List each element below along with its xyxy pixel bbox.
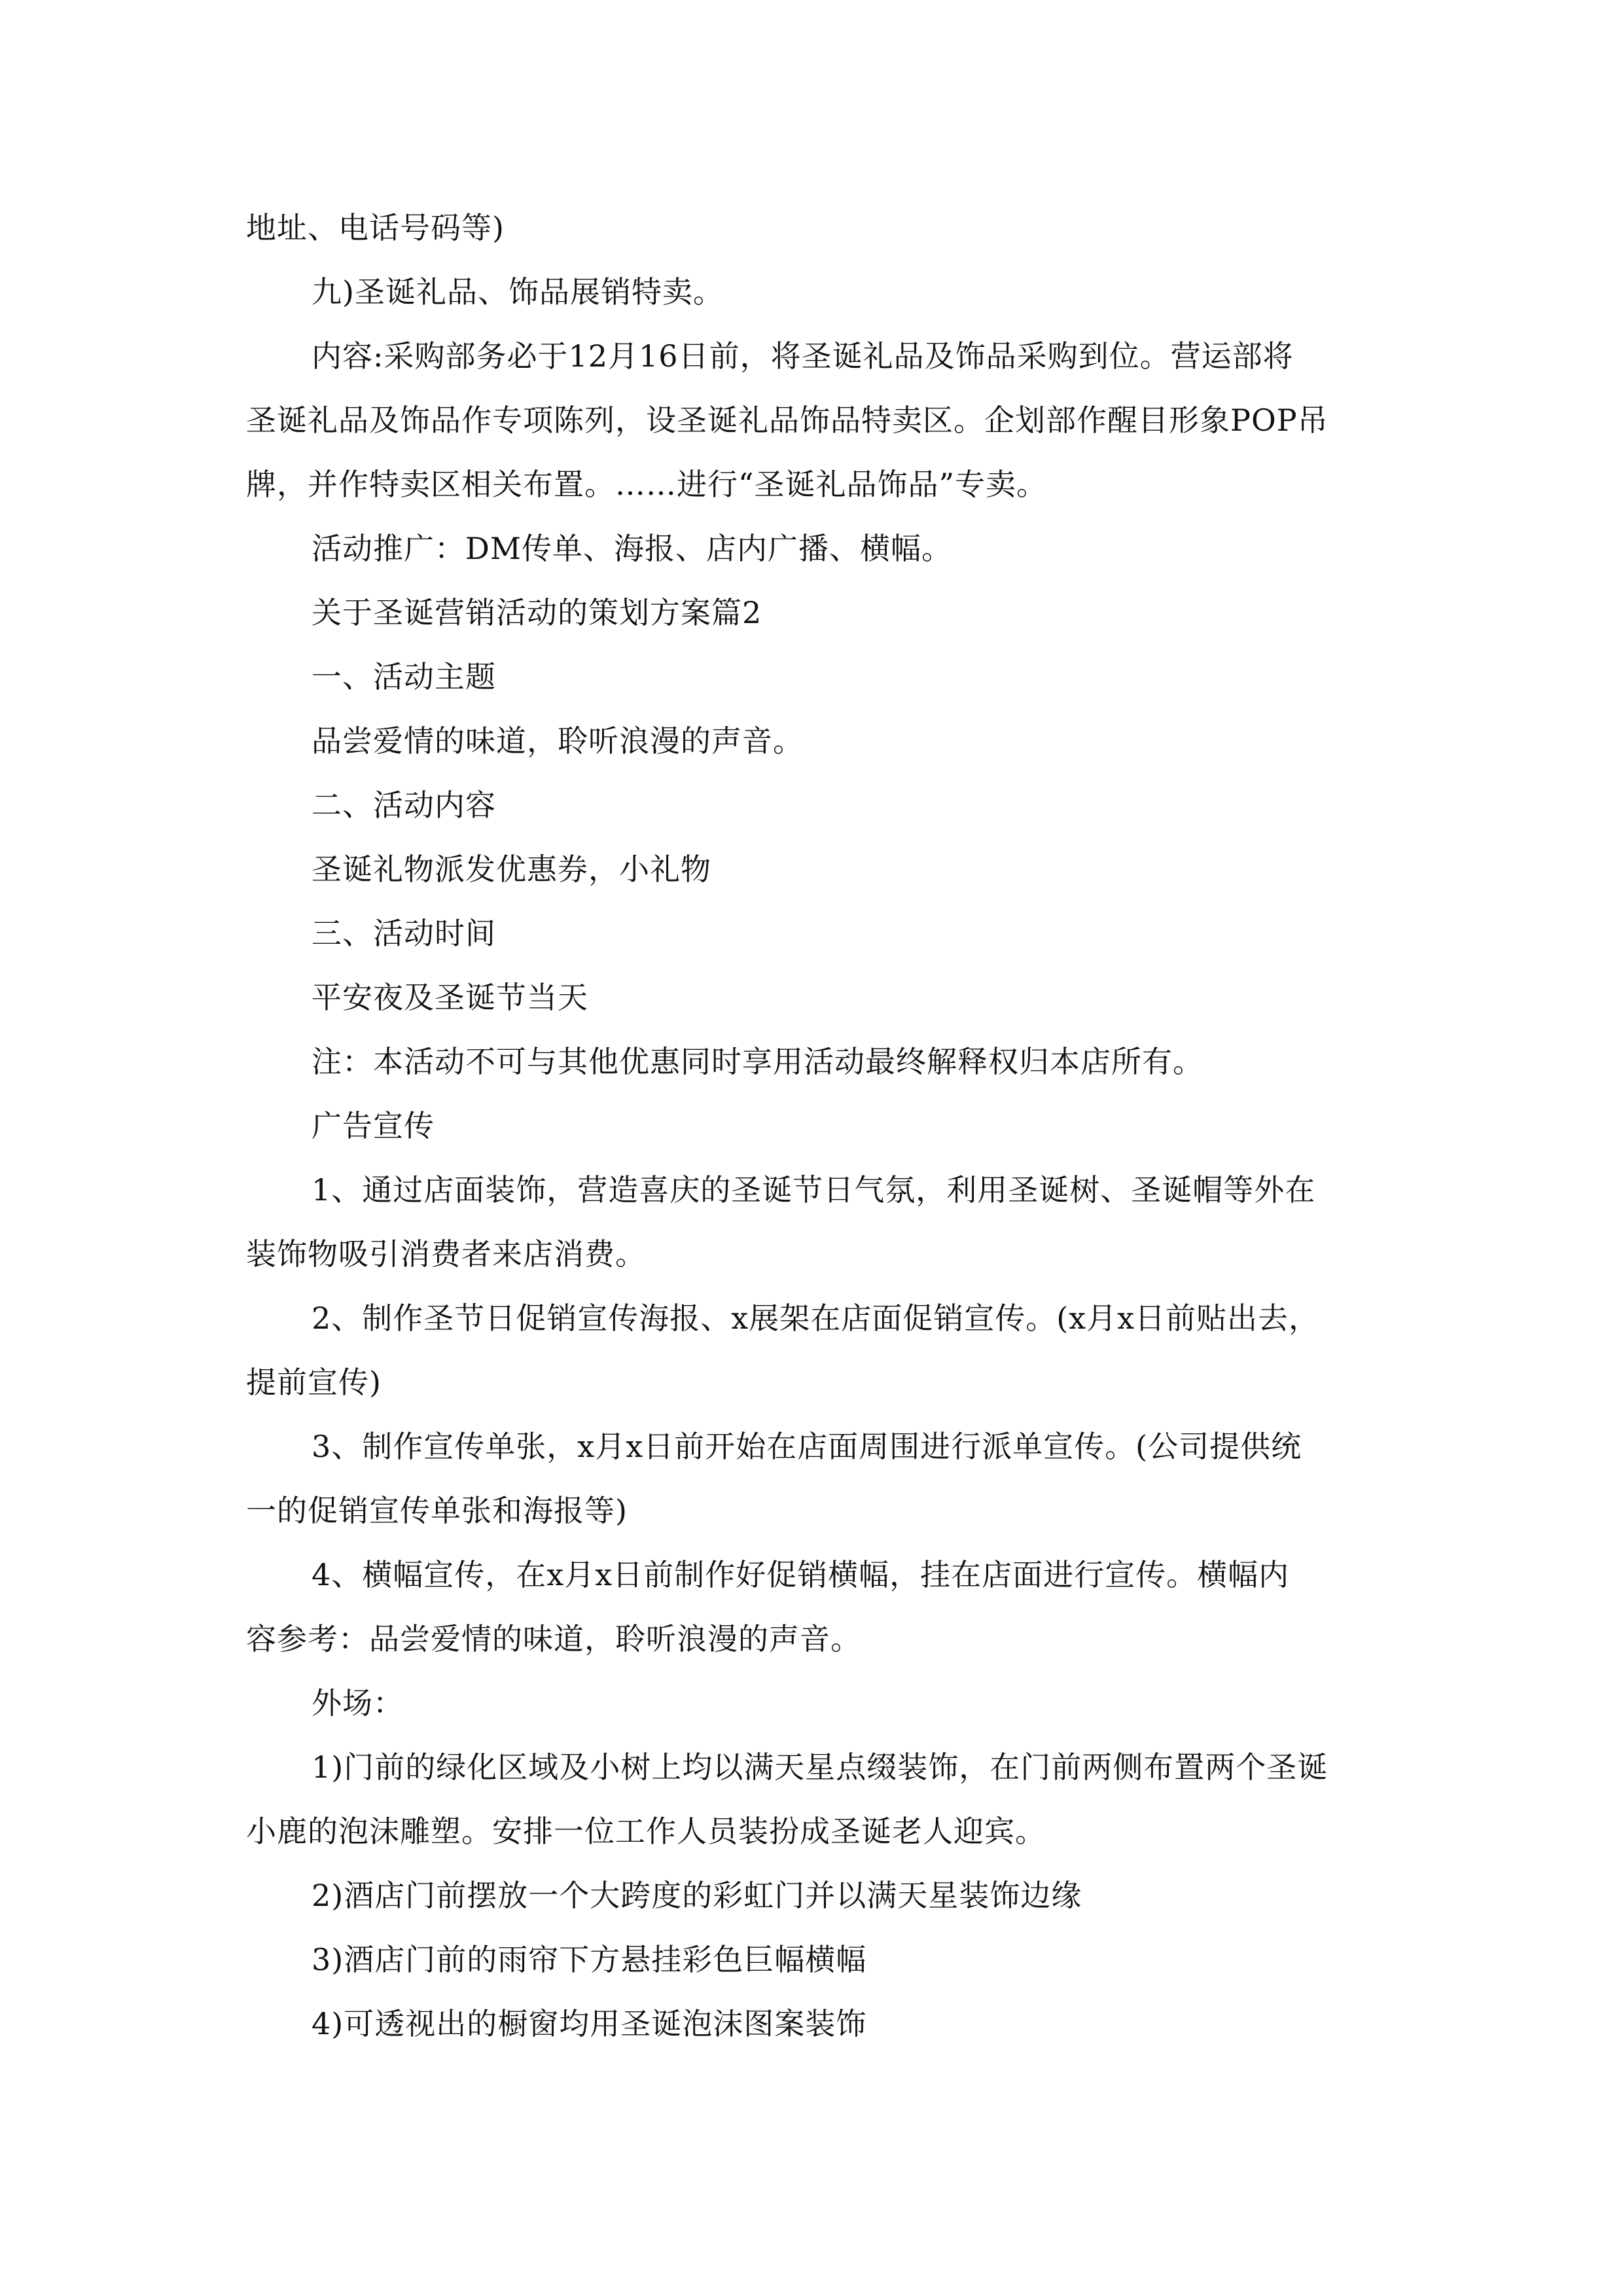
text-line: 地址、电话号码等)	[246, 210, 505, 245]
list-item: 4)可透视出的橱窗均用圣诞泡沫图案装饰	[312, 2006, 867, 2041]
list-item: 2、制作圣节日促销宣传海报、x展架在店面促销宣传。(x月x日前贴出去，	[312, 1300, 1320, 1336]
paragraph-line: 圣诞礼品及饰品作专项陈列，设圣诞礼品饰品特卖区。企划部作醒目形象POP吊	[246, 403, 1329, 438]
list-item-continuation: 一的促销宣传单张和海报等)	[246, 1493, 628, 1528]
section-heading: 广告宣传	[312, 1108, 435, 1143]
paragraph-line: 平安夜及圣诞节当天	[312, 980, 588, 1015]
section-heading: 一、活动主题	[312, 659, 496, 694]
list-item-continuation: 提前宣传)	[246, 1365, 382, 1400]
paragraph-line: 活动推广：DM传单、海报、店内广播、横幅。	[312, 531, 952, 566]
list-item: 4、横幅宣传，在x月x日前制作好促销横幅，挂在店面进行宣传。横幅内	[312, 1557, 1290, 1592]
list-item: 2)酒店门前摆放一个大跨度的彩虹门并以满天星装饰边缘	[312, 1878, 1082, 1913]
list-item: 3、制作宣传单张，x月x日前开始在店面周围进行派单宣传。(公司提供统	[312, 1429, 1302, 1464]
paragraph-line: 品尝爱情的味道，聆听浪漫的声音。	[312, 723, 804, 759]
document-title: 关于圣诞营销活动的策划方案篇2	[312, 595, 762, 630]
list-item: 1)门前的绿化区域及小树上均以满天星点缀装饰，在门前两侧布置两个圣诞	[312, 1749, 1329, 1785]
paragraph-line: 圣诞礼物派发优惠券，小礼物	[312, 852, 711, 887]
paragraph-line: 牌，并作特卖区相关布置。……进行“圣诞礼品饰品”专卖。	[246, 467, 1048, 502]
section-heading: 外场：	[312, 1685, 404, 1721]
list-item-continuation: 装饰物吸引消费者来店消费。	[246, 1236, 646, 1272]
section-heading: 九)圣诞礼品、饰品展销特卖。	[312, 274, 724, 310]
list-item: 1、通过店面装饰，营造喜庆的圣诞节日气氛，利用圣诞树、圣诞帽等外在	[312, 1172, 1316, 1208]
paragraph-line: 内容:采购部务必于12月16日前，将圣诞礼品及饰品采购到位。营运部将	[312, 338, 1294, 374]
note-line: 注：本活动不可与其他优惠同时享用活动最终解释权归本店所有。	[312, 1044, 1204, 1079]
list-item: 3)酒店门前的雨帘下方悬挂彩色巨幅横幅	[312, 1942, 867, 1977]
list-item-continuation: 容参考：品尝爱情的味道，聆听浪漫的声音。	[246, 1621, 861, 1657]
list-item-continuation: 小鹿的泡沫雕塑。安排一位工作人员装扮成圣诞老人迎宾。	[246, 1814, 1046, 1849]
section-heading: 二、活动内容	[312, 787, 496, 823]
section-heading: 三、活动时间	[312, 916, 496, 951]
